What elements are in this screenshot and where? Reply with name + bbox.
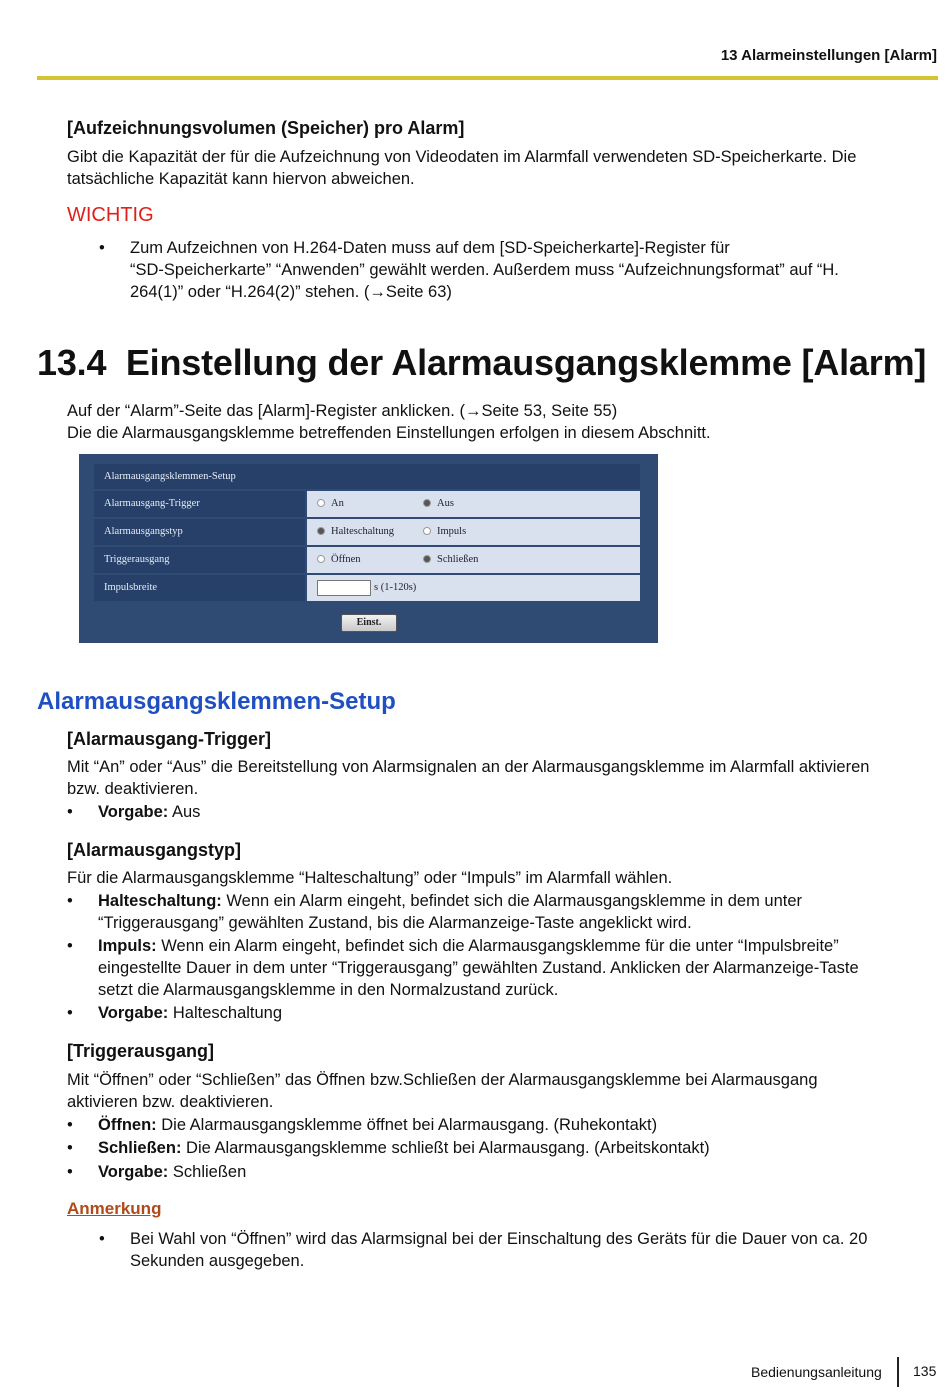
bullet-dot: •: [99, 1230, 105, 1248]
radio-circle-icon: [317, 555, 325, 563]
panel-row-value: [307, 547, 640, 573]
radio-halteschaltung[interactable]: Halteschaltung: [317, 519, 394, 545]
panel-row-value: [307, 519, 640, 545]
note-label: Anmerkung: [67, 1199, 162, 1218]
radio-an[interactable]: An: [317, 491, 344, 517]
footer-divider: [897, 1357, 899, 1387]
paragraph-line: aktivieren bzw. deaktivieren.: [67, 1093, 274, 1111]
page-number: 135: [913, 1363, 937, 1379]
radio-schliessen[interactable]: Schließen: [423, 547, 478, 573]
impulse-width-input[interactable]: [317, 580, 371, 596]
panel-title: Alarmausgangsklemmen-Setup: [94, 464, 640, 489]
heading-triggerausgang: [Triggerausgang]: [67, 1041, 215, 1061]
header-rule: [37, 76, 938, 80]
radio-impuls[interactable]: Impuls: [423, 519, 466, 545]
bullet-dot: •: [67, 892, 73, 910]
heading-typ: [Alarmausgangstyp]: [67, 840, 242, 860]
panel-row-value: [307, 491, 640, 517]
paragraph-line: Mit “Öffnen” oder “Schließen” das Öffnen bzw.Schließen der Alarmausgangsklemme bei Alarmausgang: [67, 1071, 818, 1089]
panel-row-value: [307, 575, 640, 601]
important-label: WICHTIG: [67, 204, 154, 226]
paragraph-line: Für die Alarmausgangsklemme “Halteschaltung” oder “Impuls” im Alarmfall wählen.: [67, 869, 673, 887]
paragraph-line: Mit “An” oder “Aus” die Bereitstellung von Alarmsignalen an der Alarmausgangsklemme im Alarmfall aktivieren: [67, 758, 870, 776]
bullet-dot: •: [99, 239, 105, 257]
panel-row-typ: [94, 519, 640, 545]
radio-circle-icon: [423, 527, 431, 535]
heading-trigger: [Alarmausgang-Trigger]: [67, 729, 272, 749]
radio-circle-icon: [423, 555, 431, 563]
important-line: 264(1)” oder “H.264(2)” stehen. (→Seite 63): [130, 283, 452, 301]
bullet-dot: •: [67, 803, 73, 821]
bullet-dot: •: [67, 1004, 73, 1022]
panel-row-trigger: [94, 491, 640, 517]
radio-circle-icon: [317, 527, 325, 535]
panel-row-label: Alarmausgangstyp: [94, 519, 305, 545]
setup-panel: [79, 454, 658, 643]
bullet-dot: •: [67, 1116, 73, 1134]
chapter-header-title: 13 Alarmeinstellungen [Alarm]: [720, 47, 937, 64]
bullet-dot: •: [67, 1139, 73, 1157]
section-intro-line: Die die Alarmausgangsklemme betreffenden Einstellungen erfolgen in diesem Abschnitt.: [67, 424, 711, 442]
bullet-dot: •: [67, 1163, 73, 1181]
panel-row-label: Impulsbreite: [94, 575, 305, 601]
footer-label: Bedienungsanleitung: [751, 1364, 882, 1380]
heading-recording-volume: [Aufzeichnungsvolumen (Speicher) pro Alarm]: [67, 118, 465, 138]
radio-circle-icon: [317, 499, 325, 507]
paragraph-line: tatsächliche Kapazität kann hiervon abweichen.: [67, 170, 415, 188]
impulse-unit-label: s (1-120s): [374, 582, 417, 593]
set-button[interactable]: Einst.: [341, 614, 397, 632]
important-line: Zum Aufzeichnen von H.264-Daten muss auf dem [SD-Speicherkarte]-Register für: [130, 239, 730, 257]
radio-aus[interactable]: Aus: [423, 491, 454, 517]
radio-circle-icon: [423, 499, 431, 507]
subsection-title: Alarmausgangsklemmen-Setup: [37, 688, 396, 715]
section-title: 13.4 Einstellung der Alarmausgangsklemme [Alarm]: [37, 342, 927, 383]
panel-row-label: Triggerausgang: [94, 547, 305, 573]
panel-row-label: Alarmausgang-Trigger: [94, 491, 305, 517]
paragraph-line: Gibt die Kapazität der für die Aufzeichnung von Videodaten im Alarmfall verwendeten SD-Speicherkarte. Die: [67, 148, 857, 166]
bullet-dot: •: [67, 937, 73, 955]
paragraph-line: bzw. deaktivieren.: [67, 780, 199, 798]
section-intro-line: Auf der “Alarm”-Seite das [Alarm]-Register anklicken. (→Seite 53, Seite 55): [67, 402, 618, 420]
panel-row-impulsbreite: [94, 575, 640, 601]
panel-row-triggerausgang: [94, 547, 640, 573]
important-line: “SD-Speicherkarte” “Anwenden” gewählt werden. Außerdem muss “Aufzeichnungsformat” auf “H.: [130, 261, 839, 279]
radio-oeffnen[interactable]: Öffnen: [317, 547, 361, 573]
